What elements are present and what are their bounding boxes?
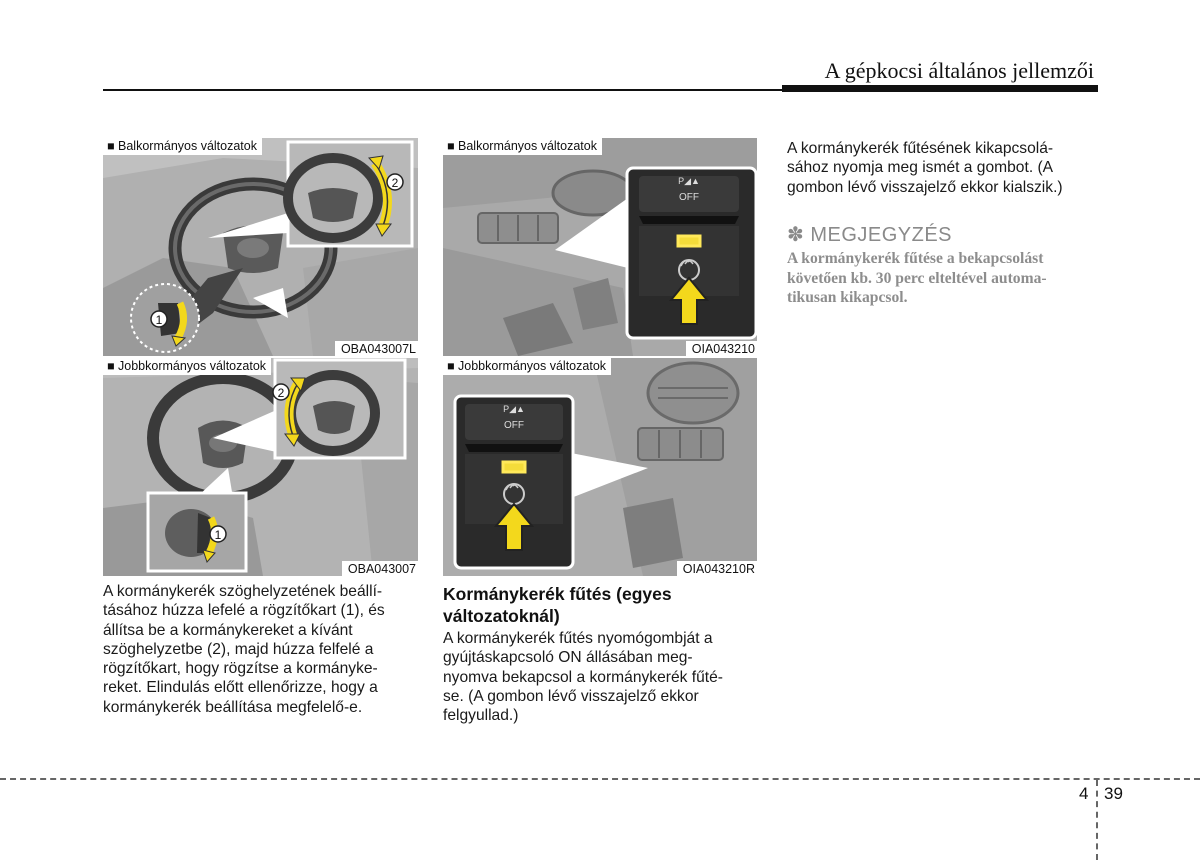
figure-code: OBA043007L <box>335 341 418 356</box>
svg-text:P◢▲: P◢▲ <box>503 404 525 414</box>
figure-label: ■ Balkormányos változatok <box>103 138 262 155</box>
figure-heating-rhd <box>443 358 757 576</box>
text-line: A kormánykerék szöghelyzetének beállí- <box>103 583 383 600</box>
text-line: gyújtáskapcsoló ON állásában meg- <box>443 649 693 667</box>
footer-divider <box>0 778 1200 780</box>
callout-1-label: 1 <box>155 313 163 327</box>
text-line: nyomva bekapcsol a kormánykerék fűté- <box>443 668 723 686</box>
figure-label: ■ Jobbkormányos változatok <box>103 358 271 375</box>
text-line: A kormánykerék fűtésének kikapcsolá- <box>787 140 1054 157</box>
steering-tilt-rhd-illustration <box>103 358 418 576</box>
text-line: tásához húzza lefelé a rögzítőkart (1), és <box>103 602 385 620</box>
off-label: OFF <box>504 420 524 431</box>
text-line: szöghelyzetbe (2), majd húzza felfelé a <box>103 640 374 658</box>
figure-tilt-lhd <box>103 138 418 356</box>
heading-line: változatoknál) <box>443 606 560 626</box>
heated-wheel-switch-lhd-illustration <box>443 138 757 356</box>
note-line: A kormánykerék fűtése a bekapcsolást <box>787 250 1044 267</box>
callout-2-label: 2 <box>391 176 399 190</box>
note-line: követően kb. 30 perc elteltével automa- <box>787 269 1047 287</box>
figure-code: OIA043210R <box>677 561 757 576</box>
heated-wheel-paragraph <box>443 629 757 725</box>
chapter-number: 4 <box>1079 784 1089 803</box>
figure-heating-lhd <box>443 138 757 356</box>
note-line: tikusan kikapcsol. <box>787 289 908 306</box>
figure-code: OBA043007 <box>342 561 418 576</box>
text-line: se. (A gombon lévő visszajelző ekkor <box>443 687 699 705</box>
text-line: felgyullad.) <box>443 707 519 725</box>
footer-vertical-divider <box>1096 780 1098 860</box>
heated-wheel-heading <box>443 583 757 627</box>
text-line: állítsa be a kormánykereket a kívánt <box>103 621 353 639</box>
figure-code: OIA043210 <box>686 341 757 356</box>
note-heading: ✽ MEGJEGYZÉS <box>787 224 953 246</box>
callout-2-label: 2 <box>277 386 285 400</box>
heated-wheel-switch-rhd-illustration <box>443 358 757 576</box>
figure-tilt-rhd <box>103 358 418 576</box>
figure-label: ■ Balkormányos változatok <box>443 138 602 155</box>
text-line: rögzítőkart, hogy rögzítse a kormányke- <box>103 660 378 678</box>
text-line: kormánykerék beállítása megfelelő-e. <box>103 698 363 716</box>
heating-off-paragraph <box>787 139 1096 197</box>
steering-tilt-lhd-illustration <box>103 138 418 356</box>
text-line: gombon lévő visszajelző ekkor kialszik.) <box>787 178 1063 196</box>
off-label: OFF <box>679 192 699 203</box>
svg-text:P◢▲: P◢▲ <box>678 176 700 186</box>
text-line: A kormánykerék fűtés nyomógombját a <box>443 630 713 647</box>
tilt-adjustment-paragraph <box>103 582 417 717</box>
figure-label: ■ Jobbkormányos változatok <box>443 358 611 375</box>
heading-line: Kormánykerék fűtés (egyes <box>443 584 672 604</box>
note-text <box>787 249 1096 308</box>
page-header-title: A gépkocsi általános jellemzői <box>824 58 1094 83</box>
callout-1-label: 1 <box>214 528 222 542</box>
text-line: sához nyomja meg ismét a gombot. (A <box>787 159 1054 177</box>
header-rule-thin <box>103 89 785 91</box>
page-number: 39 <box>1104 784 1123 803</box>
text-line: reket. Elindulás előtt ellenőrizze, hogy a <box>103 679 378 697</box>
header-rule-thick <box>782 85 1098 92</box>
